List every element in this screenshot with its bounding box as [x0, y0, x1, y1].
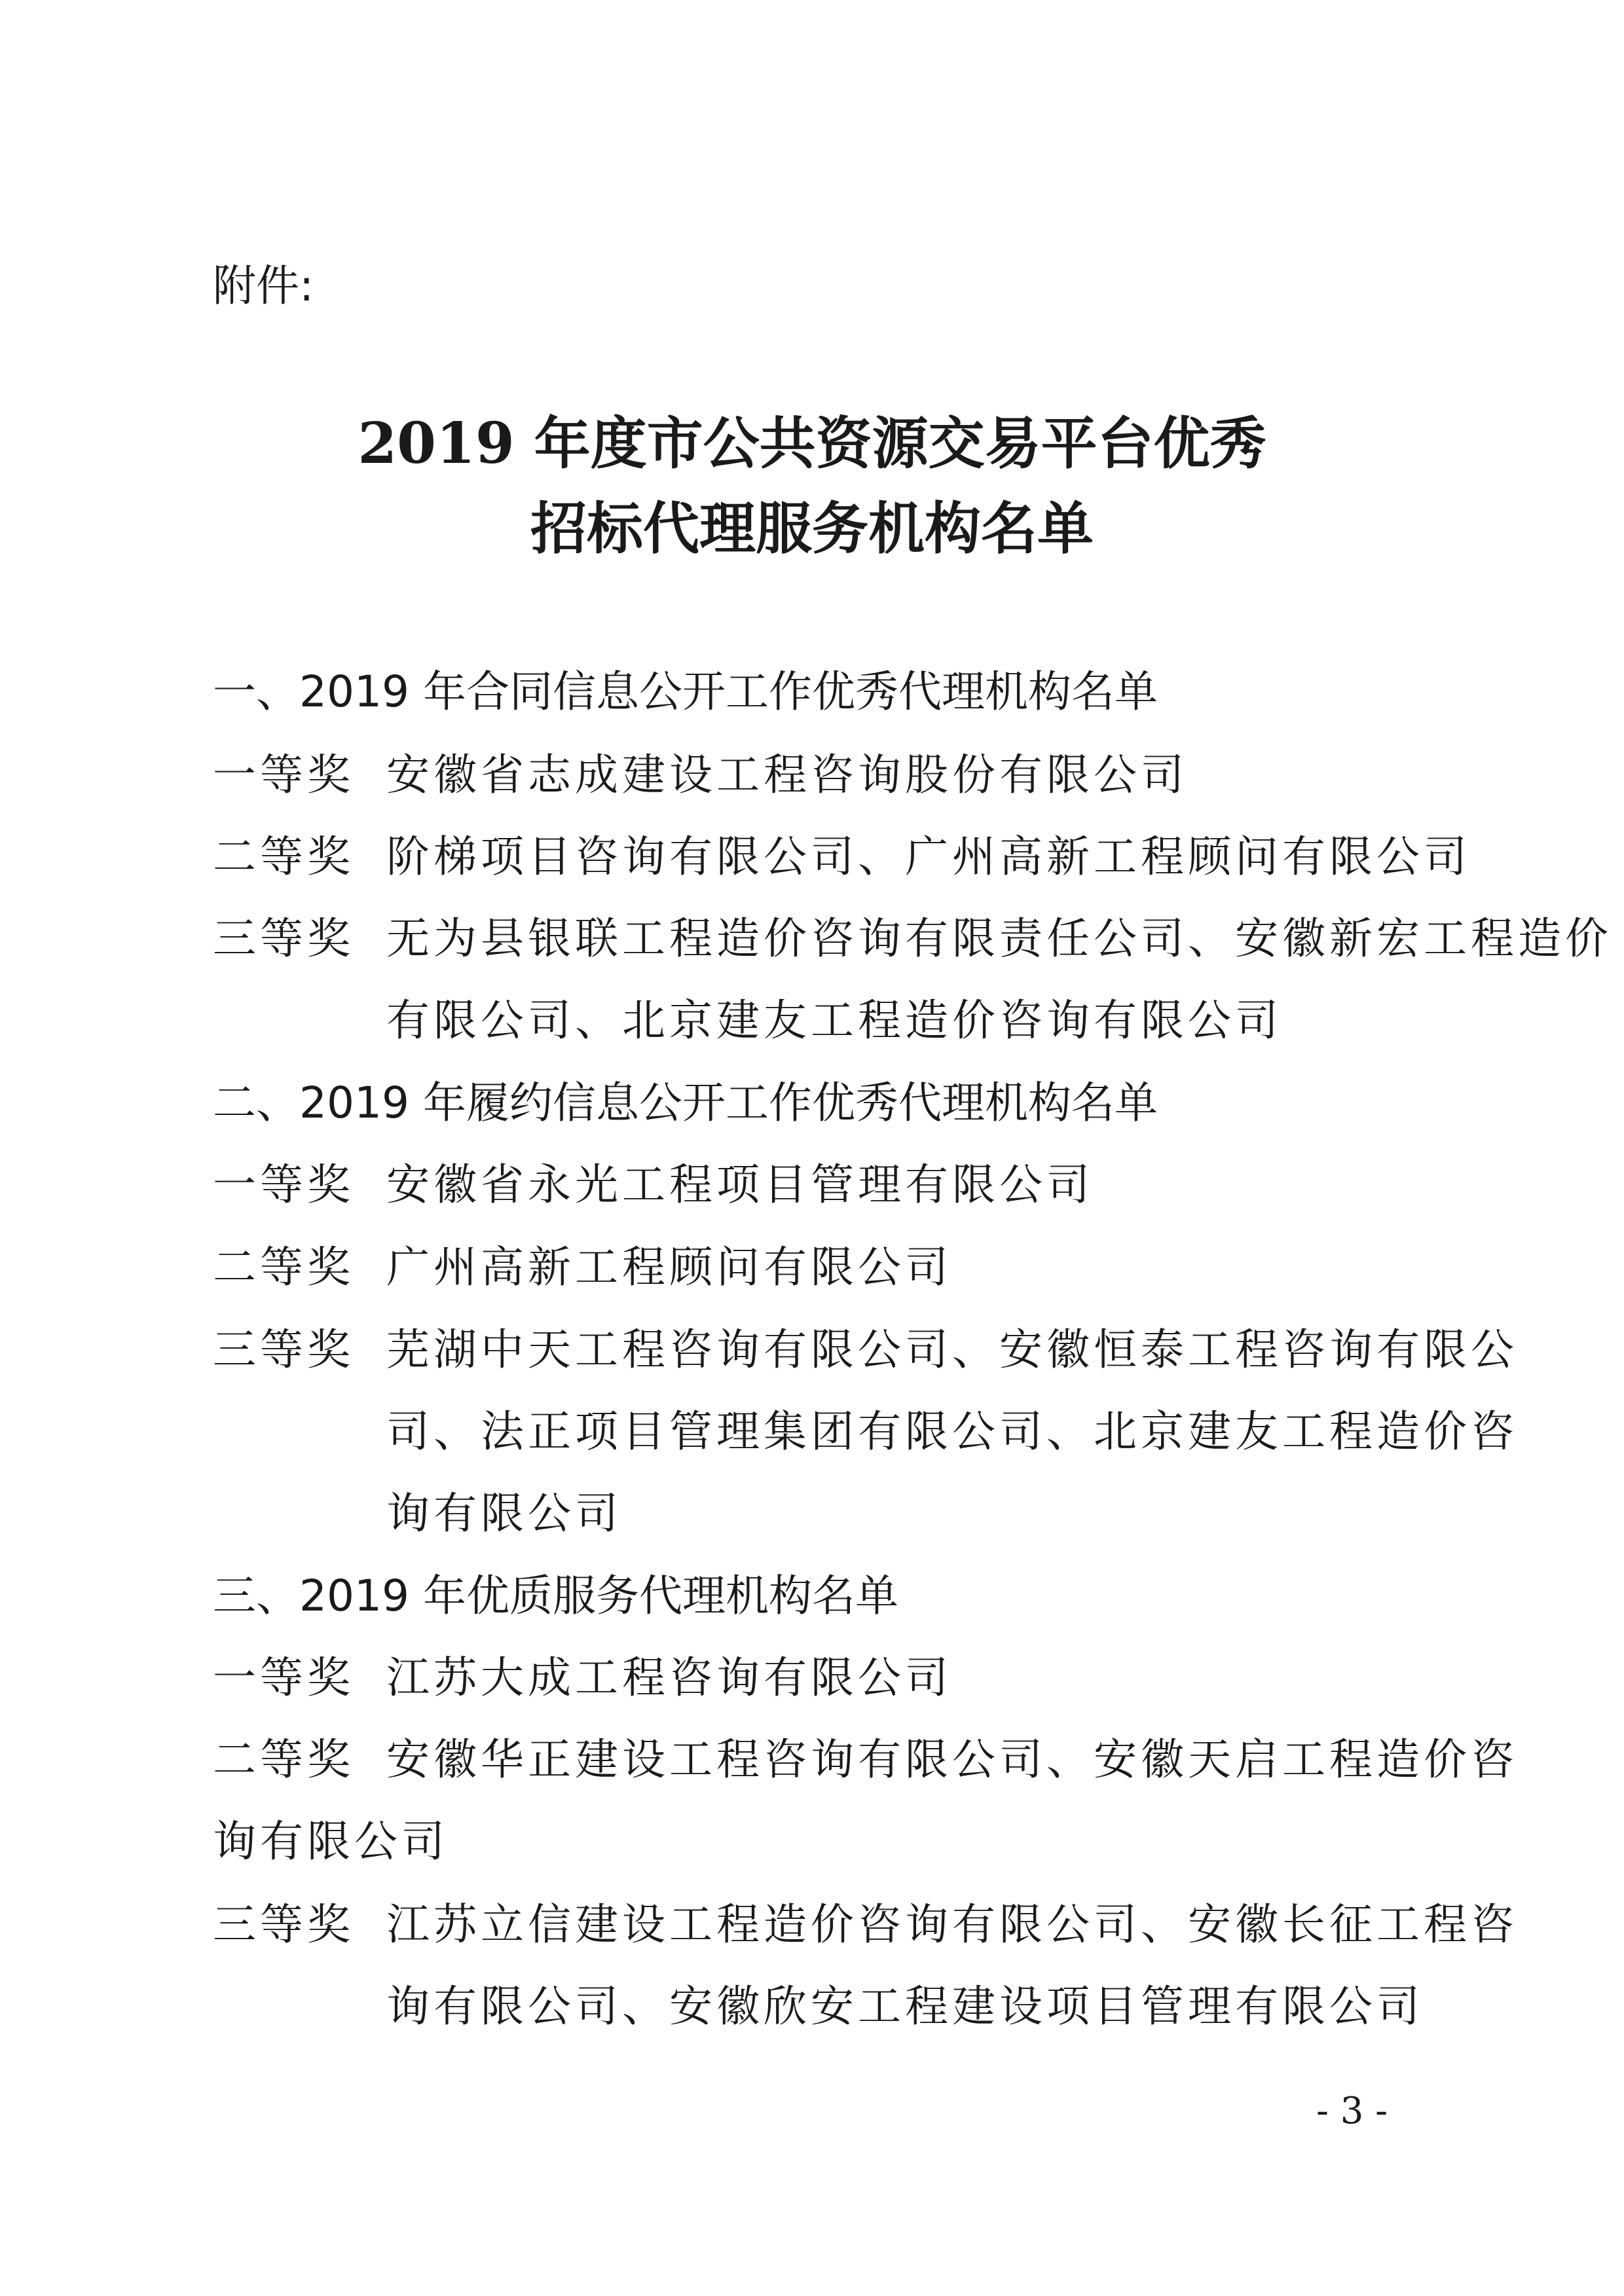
prize-label-first: 一等奖 — [213, 1159, 354, 1210]
award-entry-line: 广州高新工程顾问有限公司 — [386, 1242, 952, 1292]
award-entry-line: 询有限公司 — [213, 1816, 449, 1867]
prize-label-first: 一等奖 — [213, 750, 354, 800]
award-entry-line: 江苏立信建设工程造价咨询有限公司、安徽长征工程咨 — [386, 1899, 1518, 1950]
document-title-line-2: 招标代理服务机构名单 — [530, 496, 1094, 562]
award-entry-line: 询有限公司 — [386, 1488, 622, 1539]
prize-label-second: 二等奖 — [213, 1242, 354, 1292]
prize-label-third: 三等奖 — [213, 1324, 354, 1375]
prize-label-second: 二等奖 — [213, 1734, 354, 1785]
section-heading-1: 一、2019 年合同信息公开工作优秀代理机构名单 — [213, 666, 1158, 717]
section-heading-2: 二、2019 年履约信息公开工作优秀代理机构名单 — [213, 1078, 1158, 1128]
award-entry-line: 安徽省志成建设工程咨询股份有限公司 — [386, 750, 1188, 800]
prize-label-third: 三等奖 — [213, 913, 354, 964]
award-entry-line: 无为县银联工程造价咨询有限责任公司、安徽新宏工程造价 — [386, 913, 1612, 964]
award-entry-line: 江苏大成工程咨询有限公司 — [386, 1652, 952, 1703]
award-entry-line: 阶梯项目咨询有限公司、广州高新工程顾问有限公司 — [386, 831, 1471, 882]
page-number: - 3 - — [1316, 2090, 1388, 2132]
document-title-line-1: 2019 年度市公共资源交易平台优秀 — [358, 410, 1266, 477]
award-entry-line: 询有限公司、安徽欣安工程建设项目管理有限公司 — [386, 1981, 1424, 2032]
section-heading-3: 三、2019 年优质服务代理机构名单 — [213, 1571, 898, 1621]
prize-label-first: 一等奖 — [213, 1652, 354, 1703]
award-entry-line: 有限公司、北京建友工程造价咨询有限公司 — [386, 995, 1282, 1046]
award-entry-line: 安徽华正建设工程咨询有限公司、安徽天启工程造价咨 — [386, 1734, 1518, 1785]
prize-label-third: 三等奖 — [213, 1899, 354, 1950]
award-entry-line: 安徽省永光工程项目管理有限公司 — [386, 1159, 1094, 1210]
award-entry-line: 司、法正项目管理集团有限公司、北京建友工程造价咨 — [386, 1406, 1518, 1457]
prize-label-second: 二等奖 — [213, 831, 354, 882]
attachment-label: 附件: — [213, 261, 314, 311]
award-entry-line: 芜湖中天工程咨询有限公司、安徽恒泰工程咨询有限公 — [386, 1324, 1518, 1375]
